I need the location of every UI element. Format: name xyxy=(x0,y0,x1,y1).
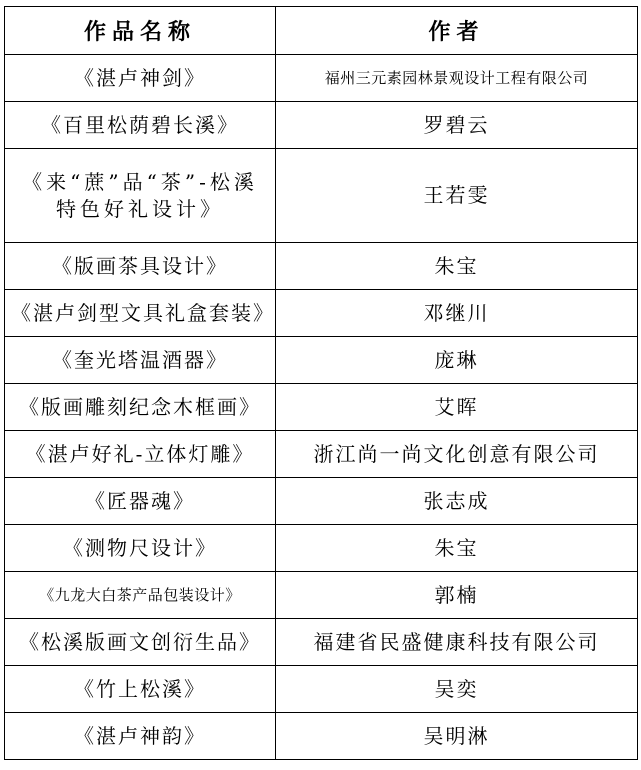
table-row xyxy=(5,478,638,525)
work-author: 朱宝 xyxy=(276,525,638,572)
work-title: 《来“蔗”品“茶”-松溪特色好礼设计》 xyxy=(5,149,276,243)
work-title: 《九龙大白茶产品包装设计》 xyxy=(5,572,276,619)
table-row xyxy=(5,525,638,572)
work-title: 《测物尺设计》 xyxy=(5,525,276,572)
header-author: 作者 xyxy=(276,7,638,55)
table-row xyxy=(5,572,638,619)
table-row xyxy=(5,55,638,102)
table-header-row xyxy=(5,7,638,55)
work-author: 罗碧云 xyxy=(276,102,638,149)
table-row xyxy=(5,102,638,149)
work-title: 《版画雕刻纪念木框画》 xyxy=(5,384,276,431)
work-title: 《竹上松溪》 xyxy=(5,666,276,713)
work-title: 《湛卢神韵》 xyxy=(5,713,276,760)
work-author: 艾晖 xyxy=(276,384,638,431)
table-row xyxy=(5,149,638,243)
work-author: 福州三元素园林景观设计工程有限公司 xyxy=(276,55,638,102)
table-row xyxy=(5,666,638,713)
work-author: 浙江尚一尚文化创意有限公司 xyxy=(276,431,638,478)
work-title: 《松溪版画文创衍生品》 xyxy=(5,619,276,666)
table-row xyxy=(5,431,638,478)
work-author: 邓继川 xyxy=(276,290,638,337)
work-author: 吴明淋 xyxy=(276,713,638,760)
work-author: 吴奕 xyxy=(276,666,638,713)
header-title: 作品名称 xyxy=(5,7,276,55)
work-title: 《湛卢神剑》 xyxy=(5,55,276,102)
work-title: 《湛卢剑型文具礼盒套装》 xyxy=(5,290,276,337)
work-title: 《奎光塔温酒器》 xyxy=(5,337,276,384)
work-title: 《版画茶具设计》 xyxy=(5,243,276,290)
table-row xyxy=(5,384,638,431)
table-row xyxy=(5,619,638,666)
work-author: 王若雯 xyxy=(276,149,638,243)
work-author: 张志成 xyxy=(276,478,638,525)
table-row xyxy=(5,337,638,384)
works-table xyxy=(4,6,638,760)
table-row xyxy=(5,290,638,337)
table-row xyxy=(5,713,638,760)
table-row xyxy=(5,243,638,290)
work-author: 庞琳 xyxy=(276,337,638,384)
work-title: 《湛卢好礼-立体灯雕》 xyxy=(5,431,276,478)
work-author: 福建省民盛健康科技有限公司 xyxy=(276,619,638,666)
work-title: 《百里松荫碧长溪》 xyxy=(5,102,276,149)
work-author: 朱宝 xyxy=(276,243,638,290)
work-title: 《匠器魂》 xyxy=(5,478,276,525)
work-author: 郭楠 xyxy=(276,572,638,619)
